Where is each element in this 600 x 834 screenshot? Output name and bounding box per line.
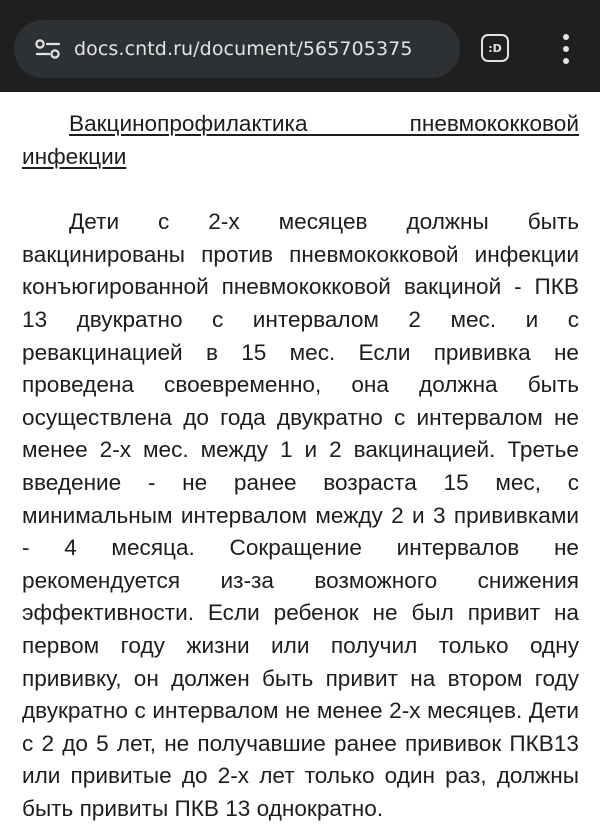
address-bar[interactable] [14, 20, 460, 78]
url-text[interactable]: docs.cntd.ru/document/565705375 [74, 38, 413, 60]
more-vert-icon[interactable] [554, 34, 578, 64]
menu-dot [563, 58, 569, 64]
body-paragraph: Дети с 2-х месяцев должны быть вакцинированы против пневмококковой инфекции конъюгированной пневмококковой вакциной - ПКВ 13 двукратно с интервалом 2 мес. и с ревакцинацией в 15 мес. Если прививка не проведена своевременно, она должна быть осуществлена до года двукратно с интервалом не менее 2-х мес. между 1 и 2 вакцинацией. Третье введение - не ранее возраста 15 мес, с минимальным интервалом между 2 и 3 прививками - 4 месяца. Сокращение интервалов не рекомендуется из-за возможного снижения эффективности. Если ребенок не был привит на первом году жизни или получил только одну прививку, он должен быть привит на втором году двукратно с интервалом не менее 2-х месяцев. Дети с 2 до 5 лет, не получавшие ранее прививок ПКВ13 или привитые до 2-х лет только один раз, должны быть привиты ПКВ 13 однократно. [22, 209, 579, 821]
section-heading[interactable]: Вакцинопрофилактика пневмококковой инфекции [22, 111, 579, 169]
browser-toolbar [0, 0, 600, 92]
menu-dot [563, 46, 569, 52]
tab-switcher-label: :D [488, 41, 502, 55]
section-heading-paragraph [22, 108, 579, 173]
tune-icon[interactable] [34, 38, 62, 60]
document-content [22, 108, 579, 825]
tab-switcher-icon[interactable] [481, 34, 509, 62]
menu-dot [563, 34, 569, 40]
